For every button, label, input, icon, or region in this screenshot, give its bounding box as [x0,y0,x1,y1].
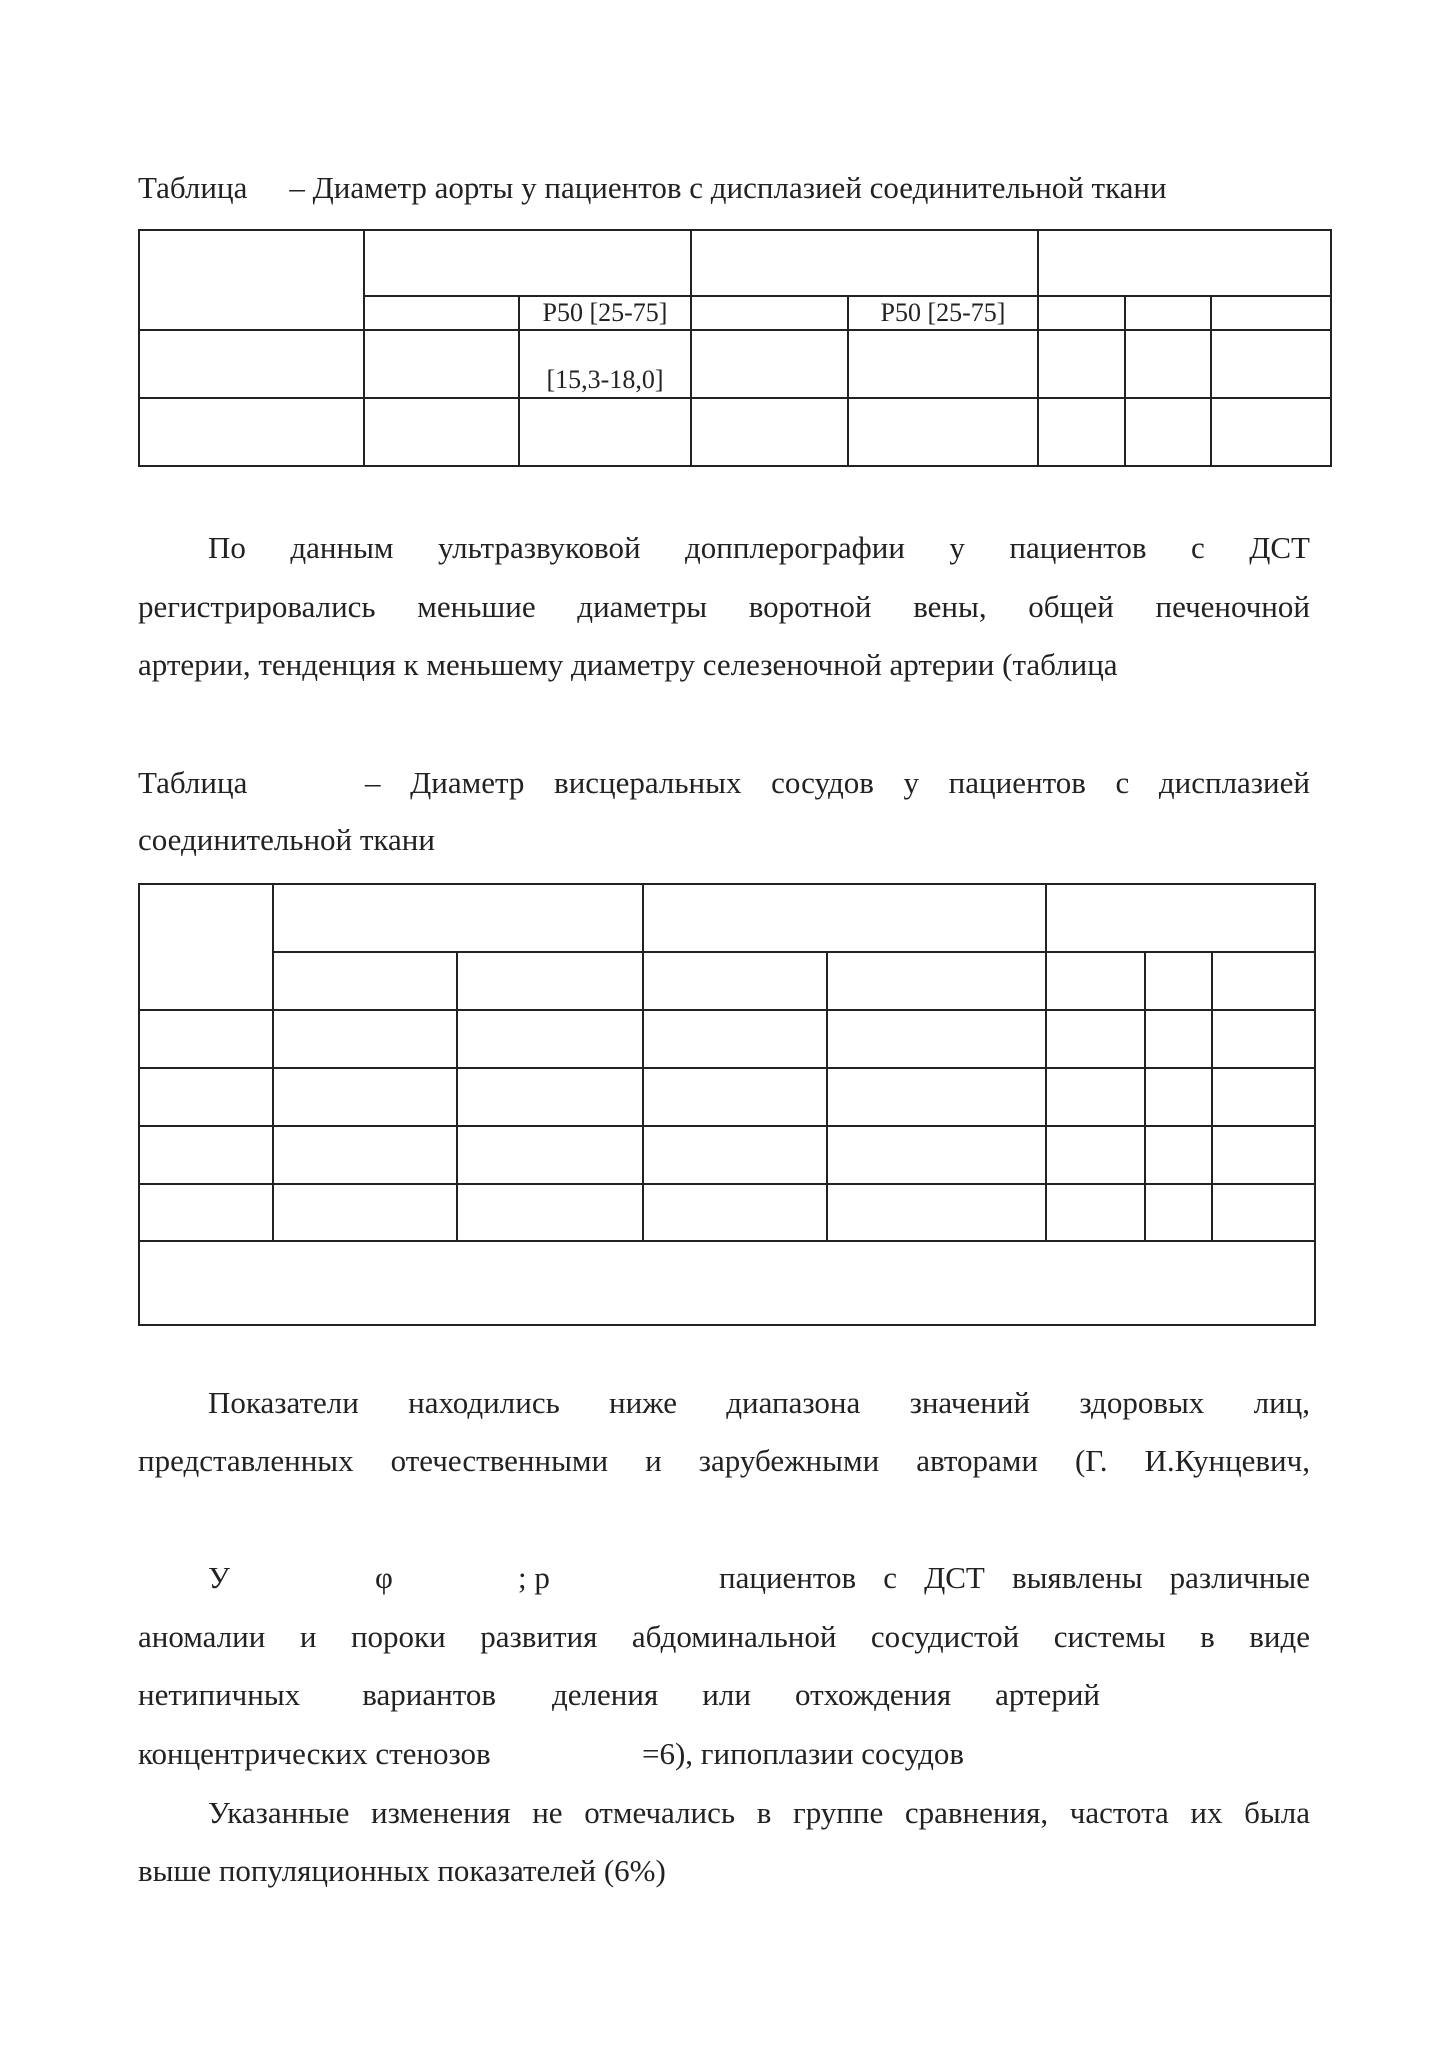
table2-cell [827,1010,1046,1068]
table2-cell [273,1184,457,1241]
table2-cell [139,1126,273,1184]
table2-header-cell [1046,952,1145,1010]
table2-caption [138,763,1310,803]
table1-cell [519,398,691,466]
table2-header-cell [1046,884,1315,952]
table1-caption-text: – Диаметр аорты у пациентов с дисплазией соединительной ткани [289,170,1167,205]
table1-cell [139,398,364,466]
table2-header-cell [273,952,457,1010]
table2-cell [1046,1184,1145,1241]
table1-header-cell [139,230,364,330]
paragraph1-line2: регистрировались меньшие диаметры воротной вены, общей печеночной [138,589,1310,624]
table2-header-cell [139,884,273,1010]
paragraph3-line3a: нетипичных вариантов [138,1677,496,1712]
table1-header-cell [364,296,519,330]
table2-cell [273,1010,457,1068]
table1-header-cell [691,230,1038,296]
table2-header-cell [1212,952,1315,1010]
paragraph3-line2: аномалии и пороки развития абдоминальной сосудистой системы в виде [138,1619,1310,1654]
paragraph4-line2: выше популяционных показателей (6%) [138,1853,666,1888]
table2-cell [643,1010,827,1068]
table1-cell [848,330,1038,398]
table1-header-p50: P50 [25-75] [519,296,691,330]
table1-header-cell [1125,296,1211,330]
table2-cell [139,1184,273,1241]
paragraph1-line3: артерии, тенденция к меньшему диаметру селезеночной артерии (таблица [138,647,1118,682]
table1-cell [1211,330,1331,398]
table2-header-cell [827,952,1046,1010]
table1-cell [1125,398,1211,466]
table2-cell [643,1126,827,1184]
table1-cell [364,398,519,466]
table1-cell [848,398,1038,466]
table1-caption [138,168,1310,208]
visceral-vessels-table [138,883,1316,1326]
table1-cell [139,330,364,398]
table2-caption-label: Таблица [138,765,248,800]
paragraph3-line4a: концентрических стенозов [138,1736,491,1771]
table1-header-cell [1211,296,1331,330]
paragraph3-fragment: У [208,1560,230,1595]
table2-cell [643,1068,827,1126]
table1-cell [1125,330,1211,398]
table2-footer-cell [139,1241,1315,1325]
table2-cell [827,1126,1046,1184]
table1-header-cell [1038,296,1125,330]
table1-cell [364,330,519,398]
table2-cell [1046,1126,1145,1184]
table1-caption-label: Таблица [138,170,248,205]
paragraph3-fragment: пациентов с ДСТ выявлены различные [719,1560,1310,1595]
table2-cell [643,1184,827,1241]
table1-header-cell [1038,230,1331,296]
table1-cell [691,330,848,398]
table2-cell [273,1126,457,1184]
table2-cell [457,1010,643,1068]
paragraph1-line1: По данным ультразвуковой допплерографии у пациентов с ДСТ [208,530,1310,565]
table2-header-cell [273,884,643,952]
table2-header-cell [643,884,1046,952]
table2-cell [457,1126,643,1184]
aorta-diameter-table [138,229,1332,467]
table2-header-cell [457,952,643,1010]
table1-cell [691,398,848,466]
table1-header-cell [691,296,848,330]
table2-cell [1212,1126,1315,1184]
table1-cell [1038,398,1125,466]
table2-cell [139,1068,273,1126]
table2-caption-line1: – Диаметр висцеральных сосудов у пациентов с дисплазией [365,765,1310,800]
paragraph4-line1: Указанные изменения не отмечались в группе сравнения, частота их была [208,1795,1310,1830]
table2-cell [273,1068,457,1126]
table2-cell [1046,1010,1145,1068]
paragraph2-line1: Показатели находились ниже диапазона значений здоровых лиц, [208,1385,1310,1420]
table2-cell [827,1184,1046,1241]
table1-header-cell [364,230,691,296]
table2-cell [1046,1068,1145,1126]
table2-cell [1212,1068,1315,1126]
table2-cell [1145,1184,1212,1241]
table2-cell [1212,1010,1315,1068]
table1-cell [1038,330,1125,398]
paragraph3-line3b: деления или отхождения артерий [552,1677,1100,1712]
table2-cell [1145,1068,1212,1126]
table2-cell [457,1184,643,1241]
table2-header-cell [643,952,827,1010]
table2-cell [1212,1184,1315,1241]
table2-cell [457,1068,643,1126]
table1-header-p50: P50 [25-75] [848,296,1038,330]
table1-cell [1211,398,1331,466]
table2-cell [139,1010,273,1068]
paragraph3-line4b: =6), гипоплазии сосудов [642,1736,965,1771]
paragraph3-fragment: ; р [518,1560,550,1595]
paragraph2-line2: представленных отечественными и зарубежными авторами (Г. И.Кунцевич, [138,1443,1310,1478]
table1-range-cell: [15,3-18,0] [519,330,691,398]
table2-cell [827,1068,1046,1126]
paragraph3-fragment: φ [375,1560,393,1595]
table2-header-cell [1145,952,1212,1010]
table2-cell [1145,1010,1212,1068]
table2-caption-line2: соединительной ткани [138,822,435,857]
table2-cell [1145,1126,1212,1184]
